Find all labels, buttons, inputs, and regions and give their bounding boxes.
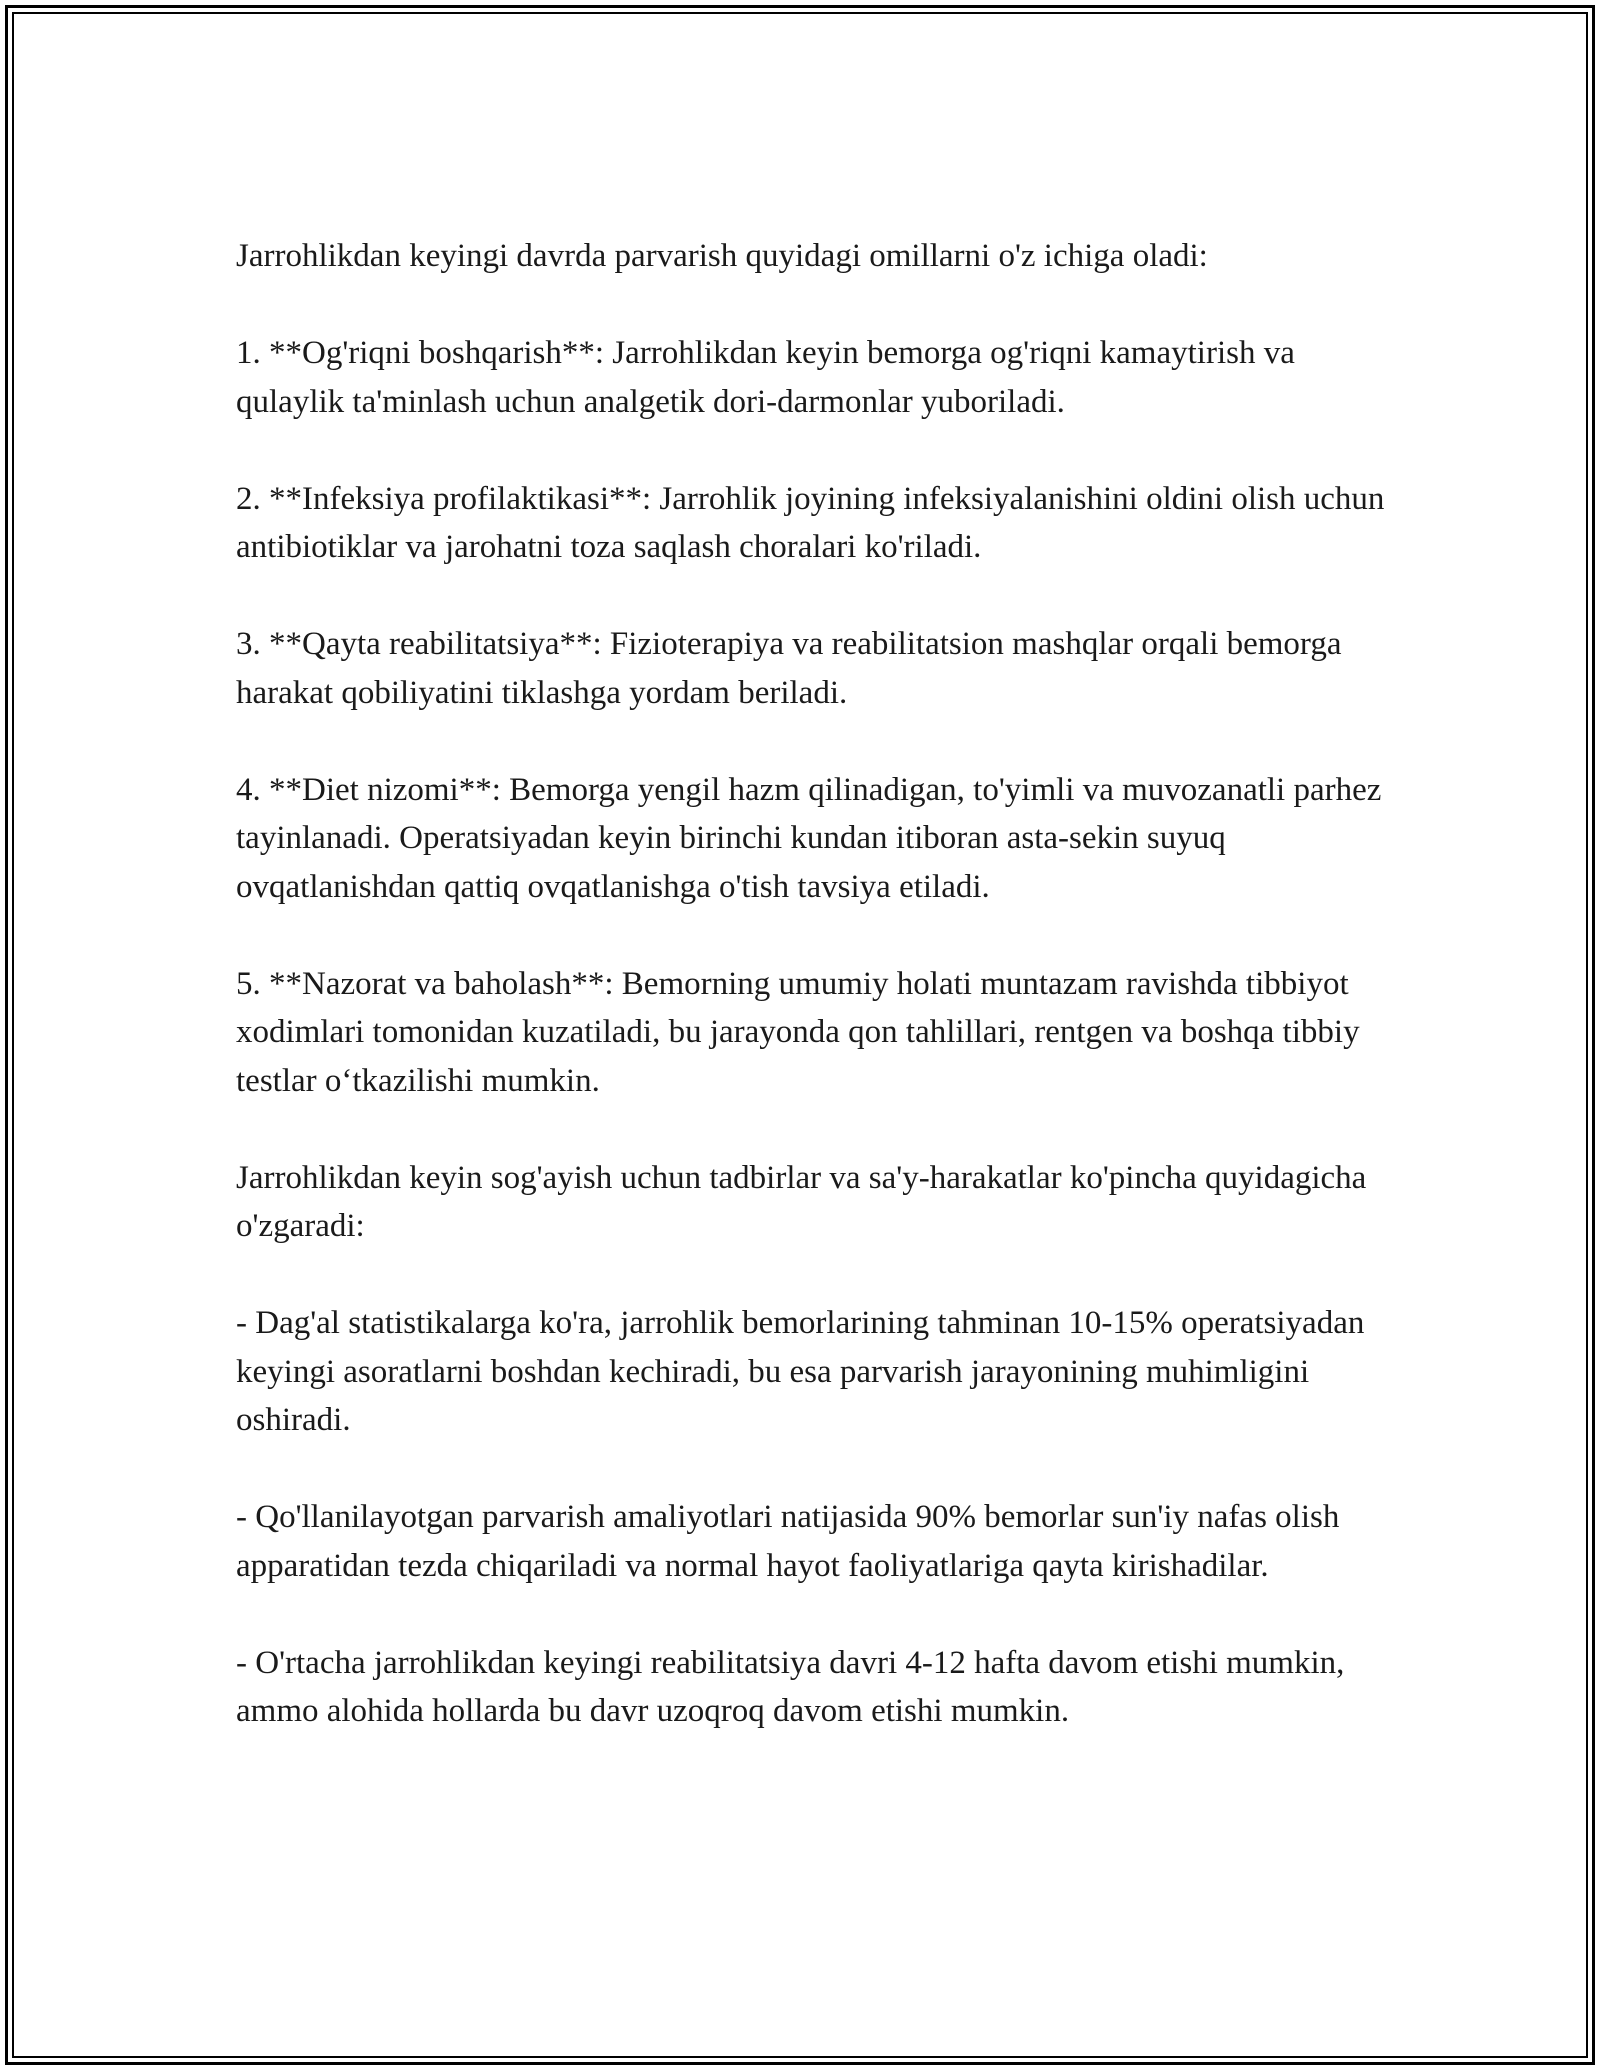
bullet-complications: - Dag'al statistikalarga ko'ra, jarrohlik bemorlarining tahminan 10-15% operatsiyadan keyingi asoratlarni boshdan kechiradi, bu esa parvarish jarayonining muhimligini oshiradi. — [236, 1305, 1365, 1438]
bullet-ventilation: - Qo'llanilayotgan parvarish amaliyotlari natijasida 90% bemorlar sun'iy nafas olish apparatidan tezda chiqariladi va normal hayot faoliyatlariga qayta kirishadilar. — [236, 1499, 1340, 1584]
summary-intro-paragraph: Jarrohlikdan keyin sog'ayish uchun tadbirlar va sa'y-harakatlar ko'pincha quyidagicha o'zgaradi: — [236, 1159, 1367, 1244]
list-item-monitoring: 5. **Nazorat va baholash**: Bemorning umumiy holati muntazam ravishda tibbiyot xodimlari tomonidan kuzatiladi, bu jarayonda qon tahlillari, rentgen va boshqa tibbiy testlar o‘tkazilishi mumkin. — [236, 965, 1360, 1099]
list-item-pain-management: 1. **Og'riqni boshqarish**: Jarrohlikdan keyin bemorga og'riqni kamaytirish va qulaylik ta'minlash uchun analgetik dori-darmonlar yuboriladi. — [236, 335, 1295, 420]
list-item-infection-prevention: 2. **Infeksiya profilaktikasi**: Jarrohlik joyining infeksiyalanishini oldini olish uchun antibiotiklar va jarohatni toza saqlash choralari ko'riladi. — [236, 480, 1385, 565]
document-body — [236, 232, 1386, 1736]
bullet-rehab-duration: - O'rtacha jarrohlikdan keyingi reabilitatsiya davri 4-12 hafta davom etishi mumkin, ammo alohida hollarda bu davr uzoqroq davom etishi mumkin. — [236, 1644, 1345, 1729]
intro-paragraph: Jarrohlikdan keyingi davrda parvarish quyidagi omillarni o'z ichiga oladi: — [236, 238, 1208, 274]
list-item-rehabilitation: 3. **Qayta reabilitatsiya**: Fizioterapiya va reabilitatsion mashqlar orqali bemorga harakat qobiliyatini tiklashga yordam beriladi. — [236, 626, 1342, 711]
list-item-diet: 4. **Diet nizomi**: Bemorga yengil hazm qilinadigan, to'yimli va muvozanatli parhez tayinlanadi. Operatsiyadan keyin birinchi kundan itiboran asta-sekin suyuq ovqatlanishdan qattiq ovqatlanishga o'tish tavsiya etiladi. — [236, 771, 1382, 905]
